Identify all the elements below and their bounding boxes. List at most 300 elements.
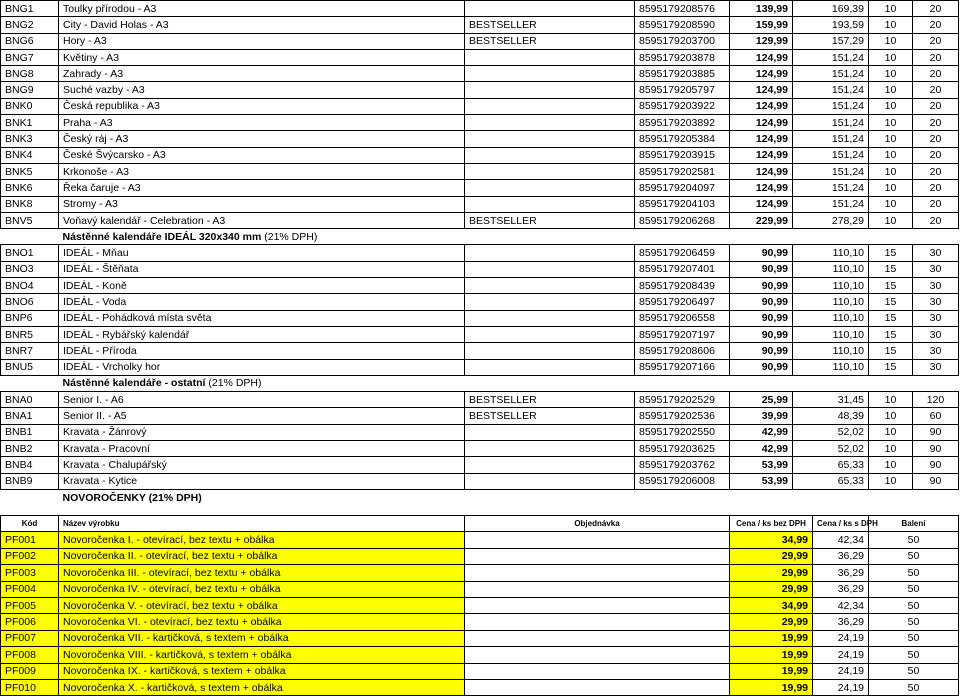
product-code: BNG6 — [1, 33, 59, 49]
product-code: BNK1 — [1, 115, 59, 131]
product-name: Novoročenka II. - otevírací, bez textu + obálka — [59, 548, 465, 564]
order-input[interactable] — [465, 647, 730, 663]
product-name: City - David Holas - A3 — [59, 17, 465, 33]
price-without-vat: 29,99 — [730, 614, 813, 630]
package-qty: 20 — [913, 147, 959, 163]
table-row — [1, 359, 959, 375]
product-code: PF005 — [1, 597, 59, 613]
product-code: BNG8 — [1, 66, 59, 82]
package-qty: 30 — [913, 245, 959, 261]
order-note — [465, 473, 635, 489]
product-code: BNA0 — [1, 392, 59, 408]
min-qty: 10 — [869, 147, 913, 163]
package-qty: 30 — [913, 359, 959, 375]
package-qty: 90 — [913, 473, 959, 489]
package-qty: 120 — [913, 392, 959, 408]
order-note — [465, 326, 635, 342]
section-heading — [59, 375, 959, 391]
price-without-vat: 19,99 — [730, 630, 813, 646]
min-qty: 15 — [869, 294, 913, 310]
min-qty: 15 — [869, 326, 913, 342]
table-row — [1, 180, 959, 196]
price-with-vat: 42,34 — [813, 532, 869, 548]
order-note — [465, 310, 635, 326]
product-name: Novoročenka VIII. - kartičková, s textem + obálka — [59, 647, 465, 663]
product-name: Kravata - Kytice — [59, 473, 465, 489]
price-with-vat: 42,34 — [813, 597, 869, 613]
package-qty: 50 — [869, 532, 959, 548]
order-note — [465, 359, 635, 375]
table-row — [1, 196, 959, 212]
product-code: PF009 — [1, 663, 59, 679]
min-qty: 15 — [869, 359, 913, 375]
ean-code: 8595179202529 — [635, 392, 730, 408]
ean-code: 8595179207166 — [635, 359, 730, 375]
ean-code: 8595179202581 — [635, 163, 730, 179]
order-input[interactable] — [465, 679, 730, 695]
order-input[interactable] — [465, 614, 730, 630]
package-qty: 20 — [913, 66, 959, 82]
product-name: IDEÁL - Příroda — [59, 343, 465, 359]
order-note — [465, 1, 635, 17]
package-qty: 30 — [913, 343, 959, 359]
section-heading-bold: Nástěnné kalendáře - ostatní — [62, 377, 206, 390]
blank-cell — [1, 489, 59, 505]
section-heading-vat: (21% DPH) — [205, 377, 262, 390]
price-with-vat: 24,19 — [813, 663, 869, 679]
order-note — [465, 115, 635, 131]
table-row — [1, 115, 959, 131]
table-row — [1, 548, 959, 564]
price-with-vat: 24,19 — [813, 630, 869, 646]
ean-code: 8595179205384 — [635, 131, 730, 147]
table-row — [1, 457, 959, 473]
package-qty: 30 — [913, 294, 959, 310]
price-without-vat: 124,99 — [730, 66, 793, 82]
product-code: BNG9 — [1, 82, 59, 98]
price-without-vat: 29,99 — [730, 548, 813, 564]
min-qty: 10 — [869, 17, 913, 33]
min-qty: 10 — [869, 408, 913, 424]
ean-code: 8595179208576 — [635, 1, 730, 17]
price-without-vat: 19,99 — [730, 647, 813, 663]
table-row — [1, 82, 959, 98]
min-qty: 10 — [869, 180, 913, 196]
product-code: BNR5 — [1, 326, 59, 342]
price-with-vat: 110,10 — [793, 343, 869, 359]
ean-code: 8595179204103 — [635, 196, 730, 212]
table-row — [1, 131, 959, 147]
ean-code: 8595179203878 — [635, 49, 730, 65]
price-without-vat: 90,99 — [730, 278, 793, 294]
price-without-vat: 90,99 — [730, 359, 793, 375]
product-code: PF008 — [1, 647, 59, 663]
package-qty: 20 — [913, 33, 959, 49]
price-without-vat: 159,99 — [730, 17, 793, 33]
table-row — [1, 532, 959, 548]
order-input[interactable] — [465, 597, 730, 613]
blank-cell — [1, 229, 59, 245]
min-qty: 15 — [869, 310, 913, 326]
price-without-vat: 90,99 — [730, 326, 793, 342]
price-with-vat: 193,59 — [793, 17, 869, 33]
product-code: BNV5 — [1, 212, 59, 228]
price-without-vat: 229,99 — [730, 212, 793, 228]
product-code: BNB1 — [1, 424, 59, 440]
price-without-vat: 124,99 — [730, 115, 793, 131]
product-name: IDEÁL - Voda — [59, 294, 465, 310]
price-with-vat: 151,24 — [793, 163, 869, 179]
header-code: Kód — [1, 516, 59, 532]
price-with-vat: 24,19 — [813, 647, 869, 663]
table-row — [1, 614, 959, 630]
package-qty: 50 — [869, 614, 959, 630]
table-row — [1, 49, 959, 65]
price-without-vat: 139,99 — [730, 1, 793, 17]
order-note — [465, 441, 635, 457]
price-without-vat: 53,99 — [730, 473, 793, 489]
table-row — [1, 597, 959, 613]
order-note: BESTSELLER — [465, 33, 635, 49]
product-name: Novoročenka V. - otevírací, bez textu + obálka — [59, 597, 465, 613]
price-without-vat: 42,99 — [730, 424, 793, 440]
product-name: Toulky přírodou - A3 — [59, 1, 465, 17]
order-note — [465, 66, 635, 82]
table-row — [1, 66, 959, 82]
product-code: BNK6 — [1, 180, 59, 196]
order-note — [465, 131, 635, 147]
ean-code: 8595179203915 — [635, 147, 730, 163]
product-name: Řeka čaruje - A3 — [59, 180, 465, 196]
price-without-vat: 42,99 — [730, 441, 793, 457]
table-row — [1, 1, 959, 17]
product-name: Voňavý kalendář - Celebration - A3 — [59, 212, 465, 228]
order-note — [465, 457, 635, 473]
package-qty: 50 — [869, 581, 959, 597]
package-qty: 50 — [869, 663, 959, 679]
price-without-vat: 124,99 — [730, 163, 793, 179]
price-with-vat: 110,10 — [793, 261, 869, 277]
product-code: PF007 — [1, 630, 59, 646]
price-without-vat: 34,99 — [730, 532, 813, 548]
min-qty: 10 — [869, 163, 913, 179]
price-without-vat: 29,99 — [730, 581, 813, 597]
price-with-vat: 110,10 — [793, 245, 869, 261]
min-qty: 15 — [869, 245, 913, 261]
table-row — [1, 441, 959, 457]
table-row — [1, 326, 959, 342]
price-with-vat: 31,45 — [793, 392, 869, 408]
product-code: BNK0 — [1, 98, 59, 114]
product-name: Hory - A3 — [59, 33, 465, 49]
ean-code: 8595179204097 — [635, 180, 730, 196]
product-name: IDEÁL - Pohádková místa světa — [59, 310, 465, 326]
package-qty: 20 — [913, 196, 959, 212]
ean-code: 8595179202536 — [635, 408, 730, 424]
section-heading — [59, 229, 959, 245]
package-qty: 30 — [913, 310, 959, 326]
price-with-vat: 151,24 — [793, 49, 869, 65]
order-note — [465, 424, 635, 440]
price-without-vat: 25,99 — [730, 392, 793, 408]
min-qty: 15 — [869, 343, 913, 359]
package-qty: 50 — [869, 565, 959, 581]
order-note — [465, 245, 635, 261]
table-row — [1, 212, 959, 228]
table-row — [1, 424, 959, 440]
order-note: BESTSELLER — [465, 408, 635, 424]
table-row — [1, 310, 959, 326]
package-qty: 50 — [869, 679, 959, 695]
min-qty: 10 — [869, 131, 913, 147]
package-qty: 20 — [913, 115, 959, 131]
header-price-with-vat: Cena / ks s DPH — [813, 516, 869, 532]
price-without-vat: 124,99 — [730, 82, 793, 98]
ean-code: 8595179203922 — [635, 98, 730, 114]
ean-code: 8595179203625 — [635, 441, 730, 457]
table-row — [1, 33, 959, 49]
min-qty: 15 — [869, 278, 913, 294]
product-code: BNA1 — [1, 408, 59, 424]
min-qty: 10 — [869, 66, 913, 82]
blank-cell — [1, 375, 59, 391]
price-with-vat: 36,29 — [813, 548, 869, 564]
min-qty: 15 — [869, 261, 913, 277]
price-with-vat: 52,02 — [793, 424, 869, 440]
package-qty: 20 — [913, 1, 959, 17]
price-with-vat: 110,10 — [793, 294, 869, 310]
table-row — [1, 98, 959, 114]
product-name: Novoročenka VII. - kartičková, s textem + obálka — [59, 630, 465, 646]
ean-code: 8595179208439 — [635, 278, 730, 294]
package-qty: 20 — [913, 131, 959, 147]
order-note — [465, 261, 635, 277]
product-code: BNB2 — [1, 441, 59, 457]
product-name: Český ráj - A3 — [59, 131, 465, 147]
price-without-vat: 53,99 — [730, 457, 793, 473]
price-with-vat: 151,24 — [793, 98, 869, 114]
price-without-vat: 90,99 — [730, 343, 793, 359]
product-code: BNO1 — [1, 245, 59, 261]
min-qty: 10 — [869, 1, 913, 17]
ean-code: 8595179207401 — [635, 261, 730, 277]
table-row — [1, 294, 959, 310]
order-input[interactable] — [465, 532, 730, 548]
price-with-vat: 151,24 — [793, 131, 869, 147]
section-heading-row — [1, 489, 959, 505]
price-with-vat: 157,29 — [793, 33, 869, 49]
ean-code: 8595179206459 — [635, 245, 730, 261]
ean-code: 8595179207197 — [635, 326, 730, 342]
ean-code: 8595179206497 — [635, 294, 730, 310]
min-qty: 10 — [869, 392, 913, 408]
product-name: Praha - A3 — [59, 115, 465, 131]
price-with-vat: 151,24 — [793, 147, 869, 163]
package-qty: 20 — [913, 212, 959, 228]
order-note: BESTSELLER — [465, 212, 635, 228]
header-package: Balení — [869, 516, 959, 532]
product-name: Senior II. - A5 — [59, 408, 465, 424]
price-with-vat: 24,19 — [813, 679, 869, 695]
order-note: BESTSELLER — [465, 17, 635, 33]
price-with-vat: 169,39 — [793, 1, 869, 17]
product-name: Novoročenka III. - otevírací, bez textu + obálka — [59, 565, 465, 581]
table-row — [1, 278, 959, 294]
price-without-vat: 29,99 — [730, 565, 813, 581]
package-qty: 50 — [869, 597, 959, 613]
product-name: Květiny - A3 — [59, 49, 465, 65]
table-row — [1, 630, 959, 646]
product-name: IDEÁL - Koně — [59, 278, 465, 294]
price-with-vat: 48,39 — [793, 408, 869, 424]
order-input[interactable] — [465, 548, 730, 564]
table-row — [1, 147, 959, 163]
order-input[interactable] — [465, 663, 730, 679]
price-with-vat: 110,10 — [793, 326, 869, 342]
section-heading-row — [1, 229, 959, 245]
product-code: BNR7 — [1, 343, 59, 359]
price-without-vat: 19,99 — [730, 663, 813, 679]
order-input[interactable] — [465, 581, 730, 597]
product-code: BNO6 — [1, 294, 59, 310]
product-name: Senior I. - A6 — [59, 392, 465, 408]
product-name: Novoročenka VI. - otevírací, bez textu + obálka — [59, 614, 465, 630]
min-qty: 10 — [869, 457, 913, 473]
price-with-vat: 110,10 — [793, 310, 869, 326]
product-code: BNB9 — [1, 473, 59, 489]
price-with-vat: 36,29 — [813, 614, 869, 630]
product-name: Novoročenka IX. - kartičková, s textem + obálka — [59, 663, 465, 679]
section-heading-bold: NOVOROČENKY (21% DPH) — [62, 491, 202, 504]
price-without-vat: 90,99 — [730, 310, 793, 326]
product-name: IDEÁL - Štěňata — [59, 261, 465, 277]
min-qty: 10 — [869, 49, 913, 65]
price-with-vat: 151,24 — [793, 82, 869, 98]
order-input[interactable] — [465, 565, 730, 581]
ean-code: 8595179208606 — [635, 343, 730, 359]
product-name: Kravata - Chalupářský — [59, 457, 465, 473]
product-code: BNG2 — [1, 17, 59, 33]
product-code: PF002 — [1, 548, 59, 564]
price-without-vat: 124,99 — [730, 49, 793, 65]
order-input[interactable] — [465, 630, 730, 646]
product-name: Suché vazby - A3 — [59, 82, 465, 98]
table-row — [1, 392, 959, 408]
product-name: IDEÁL - Vrcholky hor — [59, 359, 465, 375]
min-qty: 10 — [869, 212, 913, 228]
price-without-vat: 90,99 — [730, 261, 793, 277]
table-row — [1, 261, 959, 277]
price-without-vat: 129,99 — [730, 33, 793, 49]
min-qty: 10 — [869, 33, 913, 49]
price-without-vat: 124,99 — [730, 180, 793, 196]
package-qty: 50 — [869, 548, 959, 564]
price-with-vat: 36,29 — [813, 581, 869, 597]
package-qty: 90 — [913, 457, 959, 473]
product-code: BNK4 — [1, 147, 59, 163]
ean-code: 8595179203885 — [635, 66, 730, 82]
min-qty: 10 — [869, 196, 913, 212]
product-code: BNO3 — [1, 261, 59, 277]
product-name: Stromy - A3 — [59, 196, 465, 212]
product-name: IDEÁL - Mňau — [59, 245, 465, 261]
section-heading-bold: Nástěnné kalendáře IDEÁL 320x340 mm — [62, 230, 262, 243]
header-order: Objednávka — [465, 516, 730, 532]
package-qty: 20 — [913, 98, 959, 114]
product-name: Novoročenka IV. - otevírací, bez textu + obálka — [59, 581, 465, 597]
package-qty: 30 — [913, 278, 959, 294]
product-code: BNU5 — [1, 359, 59, 375]
min-qty: 10 — [869, 115, 913, 131]
min-qty: 10 — [869, 82, 913, 98]
product-code: BNG7 — [1, 49, 59, 65]
header-name: Název výrobku — [59, 516, 465, 532]
product-code: BNP6 — [1, 310, 59, 326]
section-heading — [59, 489, 959, 505]
price-with-vat: 110,10 — [793, 359, 869, 375]
product-code: PF004 — [1, 581, 59, 597]
package-qty: 20 — [913, 17, 959, 33]
newyear-cards-table — [0, 515, 959, 696]
section-heading-row — [1, 375, 959, 391]
package-qty: 90 — [913, 424, 959, 440]
table-row — [1, 17, 959, 33]
product-code: PF003 — [1, 565, 59, 581]
price-with-vat: 278,29 — [793, 212, 869, 228]
order-note — [465, 180, 635, 196]
product-code: BNK8 — [1, 196, 59, 212]
ean-code: 8595179203762 — [635, 457, 730, 473]
product-name: IDEÁL - Rybářský kalendář — [59, 326, 465, 342]
table-row — [1, 163, 959, 179]
package-qty: 90 — [913, 441, 959, 457]
order-note — [465, 49, 635, 65]
price-without-vat: 124,99 — [730, 196, 793, 212]
table-row — [1, 473, 959, 489]
min-qty: 10 — [869, 98, 913, 114]
min-qty: 10 — [869, 424, 913, 440]
package-qty: 50 — [869, 630, 959, 646]
ean-code: 8595179208590 — [635, 17, 730, 33]
table-row — [1, 679, 959, 695]
order-note — [465, 196, 635, 212]
section-heading-vat: (21% DPH) — [261, 230, 318, 243]
ean-code: 8595179205797 — [635, 82, 730, 98]
ean-code: 8595179203700 — [635, 33, 730, 49]
order-note: BESTSELLER — [465, 392, 635, 408]
table-row — [1, 565, 959, 581]
ean-code: 8595179203892 — [635, 115, 730, 131]
package-qty: 20 — [913, 163, 959, 179]
package-qty: 30 — [913, 261, 959, 277]
product-name: Novoročenka I. - otevírací, bez textu + obálka — [59, 532, 465, 548]
price-without-vat: 124,99 — [730, 131, 793, 147]
package-qty: 20 — [913, 180, 959, 196]
ean-code: 8595179206268 — [635, 212, 730, 228]
header-row — [1, 516, 959, 532]
table-row — [1, 663, 959, 679]
product-code: PF006 — [1, 614, 59, 630]
table-row — [1, 647, 959, 663]
product-name: Česká republika - A3 — [59, 98, 465, 114]
product-code: BNK3 — [1, 131, 59, 147]
package-qty: 20 — [913, 49, 959, 65]
table-row — [1, 408, 959, 424]
price-without-vat: 90,99 — [730, 294, 793, 310]
table-row — [1, 245, 959, 261]
product-code: BNO4 — [1, 278, 59, 294]
price-without-vat: 124,99 — [730, 147, 793, 163]
